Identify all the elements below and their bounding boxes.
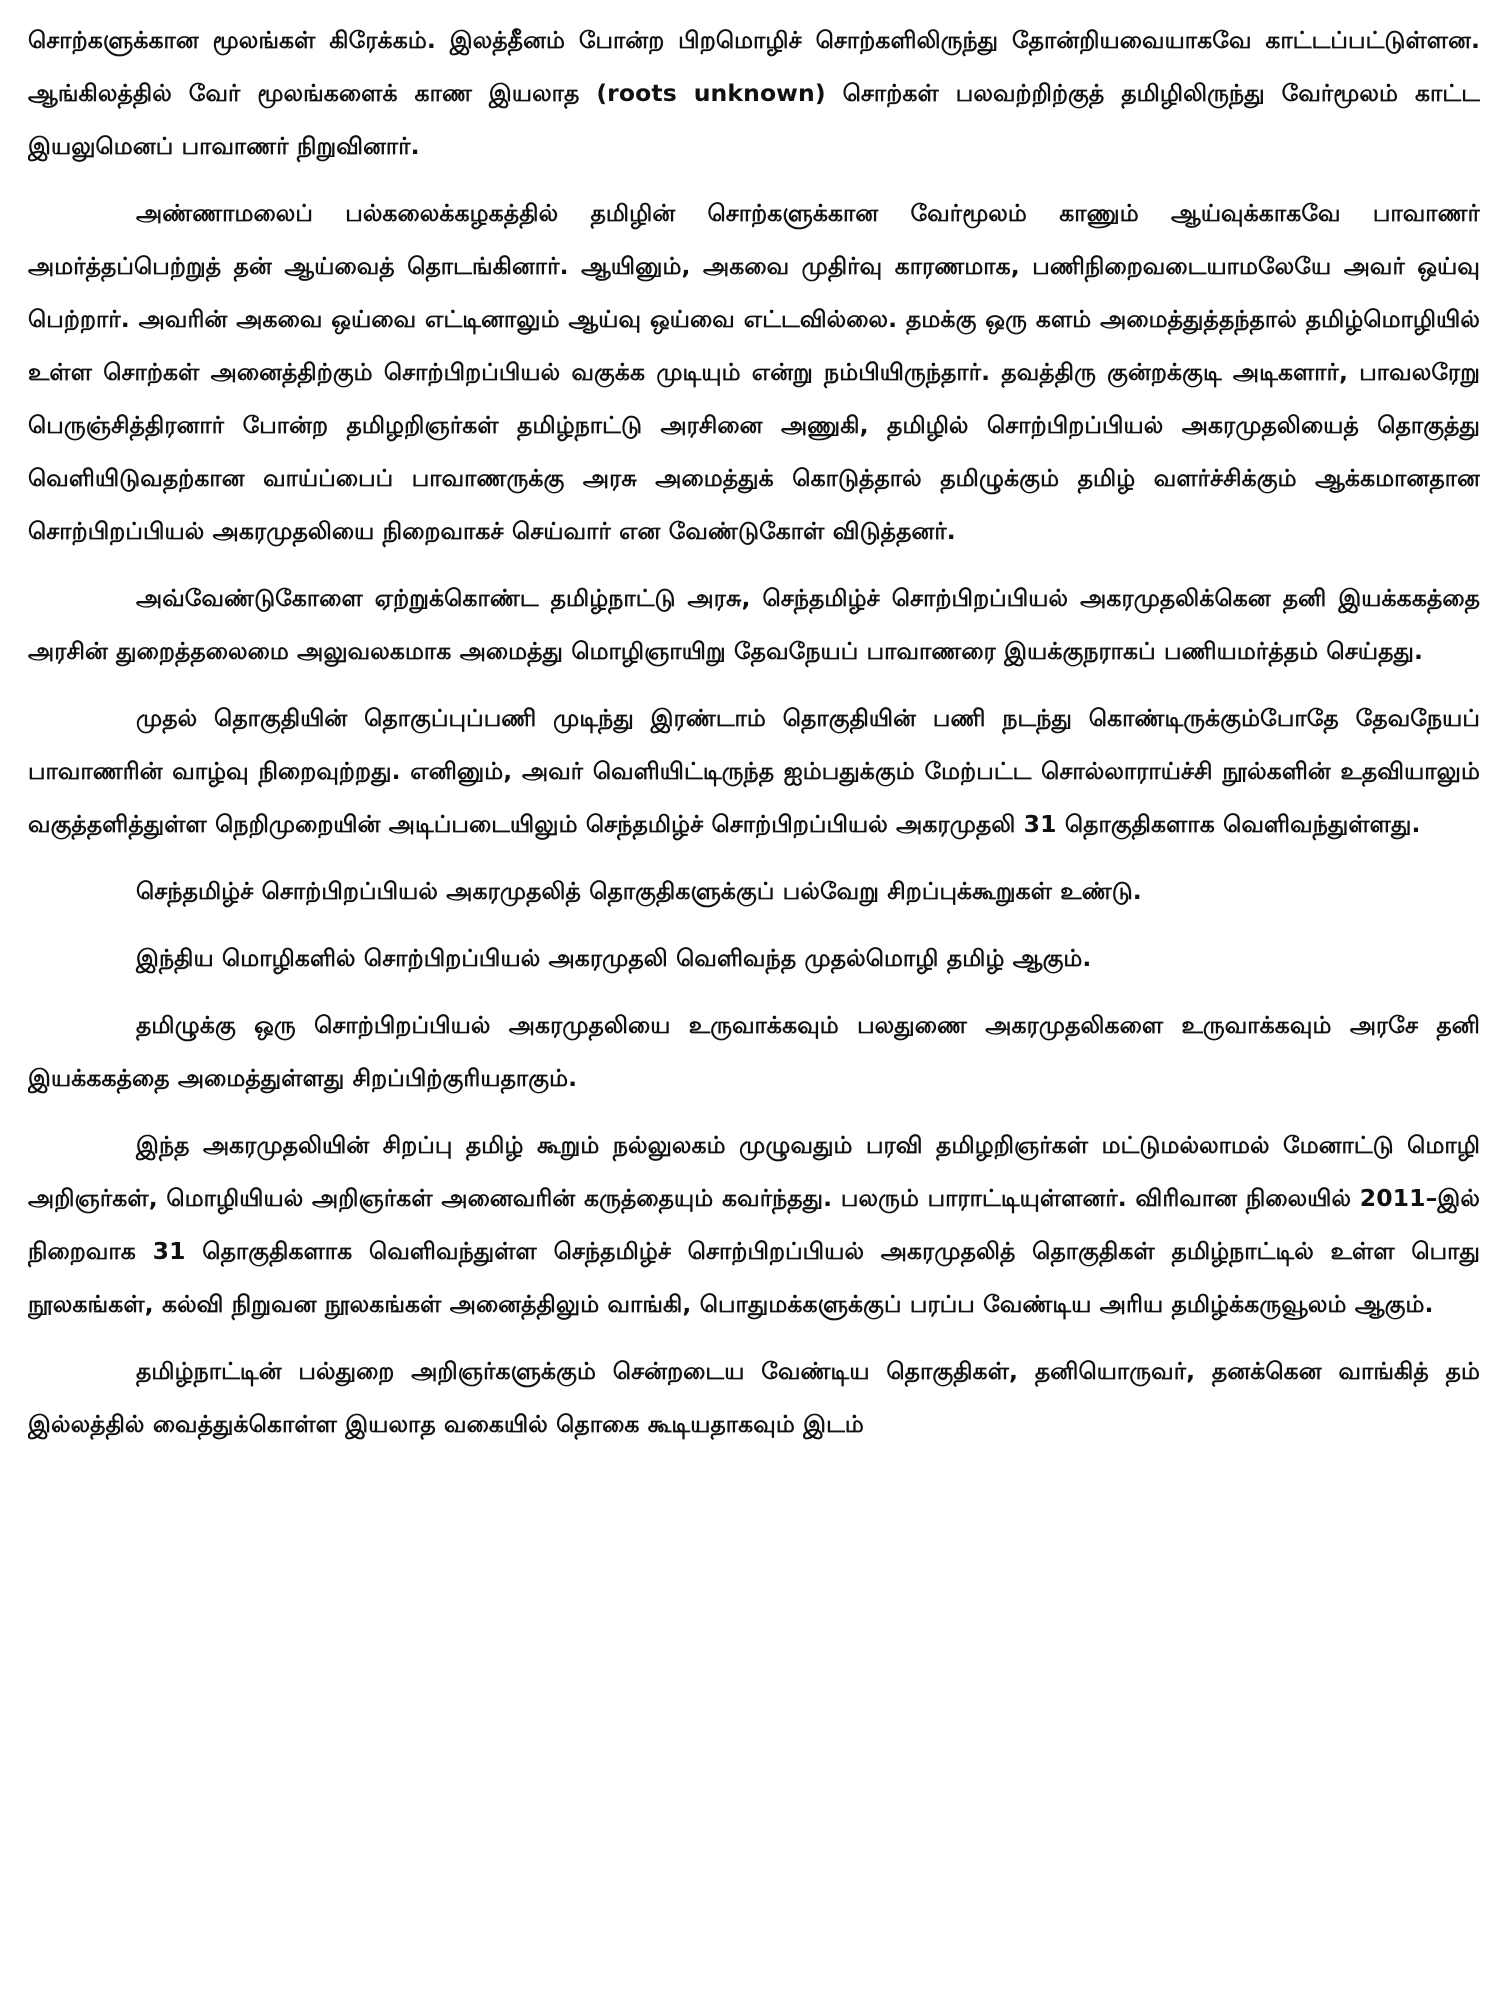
- paragraph: முதல் தொகுதியின் தொகுப்புப்பணி முடிந்து இரண்டாம் தொகுதியின் பணி நடந்து கொண்டிருக்கும்போதே தேவநேயப் பாவாணரின் வாழ்வு நிறைவுற்றது. எனினும், அவர் வெளியிட்டிருந்த ஐம்பதுக்கும் மேற்பட்ட சொல்லாராய்ச்சி நூல்களின் உதவியாலும் வகுத்தளித்துள்ள நெறிமுறையின் அடிப்படையிலும் செந்தமிழ்ச் சொற்பிறப்பியல் அகரமுதலி 31 தொகுதிகளாக வெளிவந்துள்ளது.: [28, 704, 1480, 838]
- paragraph: அவ்வேண்டுகோளை ஏற்றுக்கொண்ட தமிழ்நாட்டு அரசு, செந்தமிழ்ச் சொற்பிறப்பியல் அகரமுதலிக்கென தனி இயக்ககத்தை அரசின் துறைத்தலைமை அலுவலகமாக அமைத்து மொழிஞாயிறு தேவநேயப் பாவாணரை இயக்குநராகப் பணியமர்த்தம் செய்தது.: [28, 584, 1480, 665]
- paragraph: தமிழுக்கு ஒரு சொற்பிறப்பியல் அகரமுதலியை உருவாக்கவும் பலதுணை அகரமுதலிகளை உருவாக்கவும் அரசே தனி இயக்ககத்தை அமைத்துள்ளது சிறப்பிற்குரியதாகும்.: [28, 1011, 1480, 1092]
- paragraph: அண்ணாமலைப் பல்கலைக்கழகத்தில் தமிழின் சொற்களுக்கான வேர்மூலம் காணும் ஆய்வுக்காகவே பாவாணர் அமர்த்தப்பெற்றுத் தன் ஆய்வைத் தொடங்கினார். ஆயினும், அகவை முதிர்வு காரணமாக, பணிநிறைவடையாமலேயே அவர் ஒய்வு பெற்றார். அவரின் அகவை ஒய்வை எட்டினாலும் ஆய்வு ஒய்வை எட்டவில்லை. தமக்கு ஒரு களம் அமைத்துத்தந்தால் தமிழ்மொழியில் உள்ள சொற்கள் அனைத்திற்கும் சொற்பிறப்பியல் வகுக்க முடியும் என்று நம்பியிருந்தார். தவத்திரு குன்றக்குடி அடிகளார், பாவலரேறு பெருஞ்சித்திரனார் போன்ற தமிழறிஞர்கள் தமிழ்நாட்டு அரசினை அணுகி, தமிழில் சொற்பிறப்பியல் அகரமுதலியைத் தொகுத்து வெளியிடுவதற்கான வாய்ப்பைப் பாவாணருக்கு அரசு அமைத்துக் கொடுத்தால் தமிழுக்கும் தமிழ் வளர்ச்சிக்கும் ஆக்கமானதான சொற்பிறப்பியல் அகரமுதலியை நிறைவாகச் செய்வார் என வேண்டுகோள் விடுத்தனர்.: [28, 199, 1480, 545]
- paragraph: இந்த அகரமுதலியின் சிறப்பு தமிழ் கூறும் நல்லுலகம் முழுவதும் பரவி தமிழறிஞர்கள் மட்டுமல்லாமல் மேனாட்டு மொழி அறிஞர்கள், மொழியியல் அறிஞர்கள் அனைவரின் கருத்தையும் கவர்ந்தது. பலரும் பாராட்டியுள்ளனர். விரிவான நிலையில் 2011–இல் நிறைவாக 31 தொகுதிகளாக வெளிவந்துள்ள செந்தமிழ்ச் சொற்பிறப்பியல் அகரமுதலித் தொகுதிகள் தமிழ்நாட்டில் உள்ள பொது நூலகங்கள், கல்வி நிறுவன நூலகங்கள் அனைத்திலும் வாங்கி, பொதுமக்களுக்குப் பரப்ப வேண்டிய அரிய தமிழ்க்கருவூலம் ஆகும்.: [28, 1131, 1480, 1318]
- paragraph: இந்திய மொழிகளில் சொற்பிறப்பியல் அகரமுதலி வெளிவந்த முதல்மொழி தமிழ் ஆகும்.: [136, 944, 1092, 972]
- paragraph: தமிழ்நாட்டின் பல்துறை அறிஞர்களுக்கும் சென்றடைய வேண்டிய தொகுதிகள், தனியொருவர், தனக்கென வாங்கித் தம் இல்லத்தில் வைத்துக்கொள்ள இயலாத வகையில் தொகை கூடியதாகவும் இடம்: [28, 1357, 1480, 1438]
- document-page: [28, 14, 1480, 1986]
- paragraph: செந்தமிழ்ச் சொற்பிறப்பியல் அகரமுதலித் தொகுதிகளுக்குப் பல்வேறு சிறப்புக்கூறுகள் உண்டு.: [136, 877, 1142, 905]
- paragraph: சொற்களுக்கான மூலங்கள் கிரேக்கம். இலத்தீனம் போன்ற பிறமொழிச் சொற்களிலிருந்து தோன்றியவையாகவே காட்டப்பட்டுள்ளன. ஆங்கிலத்தில் வேர் மூலங்களைக் காண இயலாத (roots unknown) சொற்கள் பலவற்றிற்குத் தமிழிலிருந்து வேர்மூலம் காட்ட இயலுமெனப் பாவாணர் நிறுவினார்.: [28, 26, 1480, 160]
